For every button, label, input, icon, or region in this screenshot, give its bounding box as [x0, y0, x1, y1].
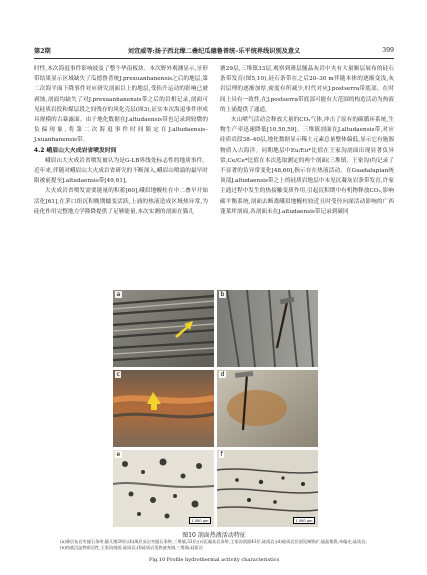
paragraph: 时性,本次海退事件影响波及了整个华南板块。本次野外观测显示,牙形带结果显示区域缺失了瓜德鲁普统J.prexuanhanensis之后的地层,第二次海平面下降事件对应研究剖面以上的地层,受抬升运动的影响已被剥蚀,剖面均缺失了对J.prexuanhanensis带之后的岩相记录,剖面可见硅质岩段和煤层段之间残存的风化壳层(图3),证实本次海退事件形成具规模的古暴露面。由于地化数据在J.altudaensis带也记录到较微的负偏现象,将第二次海退事件时间限定在J.altudaensis–J.xuanhanensis带。: [34, 66, 208, 144]
outcrop-photo: [113, 370, 214, 447]
text-columns: [34, 64, 394, 286]
panel-label: f: [220, 451, 223, 458]
photo-panel-c: [113, 370, 214, 447]
paragraph: 大火成岩省喷发需要能量的积蓄[60],峨眉地幔柱在中二叠早开始活化[61],在茅口组沉积晚期蠕变活跃,上涌的热液造成区域热异常,为硅化作用完整地力学隆降提供了足够能量,本次实测的剖面在猫儿: [34, 188, 208, 215]
scale-bar: 1 000 μm: [293, 517, 315, 524]
panel-label: a: [116, 291, 121, 298]
micrograph-photo: [113, 450, 214, 527]
photo-panel-b: [217, 290, 318, 367]
outcrop-photo: [217, 370, 318, 447]
header-rule: [34, 58, 394, 59]
photo-panel-f: [217, 450, 318, 527]
photo-panel-e: [113, 450, 214, 527]
panel-label: b: [220, 291, 225, 298]
figure-note-cn: (a)薄层灰岩夹燧石条带,猫儿塘29层;(b)薄层灰岩夹燧石条带,三堆镇,33层;(c)沉凝灰岩条带,王家沟剖面43层,硅质岩;(d)硅质岩层面见褐铁矿,燧晶集簇,单偏光,硅质岩;(e)热液沉淀物质岩性,王家沟剖面,硅质岩;(f)硅质岩见热液充填,三堆镇,硅质岩: [60, 539, 367, 550]
paragraph: 火山喷气活动会释放大量的CO₂气体,冲击了原有的碳循环系统,生物生产率迅速降低[10,50,59]。三堆镇剖面在J.altudaensis带,对应硅质岩段38–40层,地化数据显示稀土元素总量整体偏低,显示它有施源物质入古海洋。同期地层中Eu/Eu*比值在王家沟剖面出现显著负异常,Ce/Ce*比值在本次选取测定的两个剖面(三堆镇、王家沟)均记录了不显著的负异常变化[48,60],指示存在热液活动。在Guadalupian统顶部J.altudaensis带之上的硅质岩地层中未见沉凝灰岩条带发育,许家主通过程中发生的热接触变质作用,引起沉积期中有机物释放CO₂,影响碳平衡系统,剖面去断离峨眉地幔柱较近且时受径向深活动影响的广西蓬莱坪剖面,各剖面未在J.altudaensis带记录到碳同: [220, 117, 394, 215]
scale-bar: 1 000 μm: [189, 517, 211, 524]
right-column: [220, 64, 394, 286]
paragraph: 塘29层,三堆镇33层,观察到薄层燧晶灰岩中夹有大量顺层展布的硅石条带发育(图5,10),硅石条带在之后20–30 m伴随本体的逐渐变浅,灰岩层理的逐渐加厚,密度有所减少,时代对应J.postserra带底部。在时间上具有一致性,在J.postserra带底部可能有大范围的构造活动为热液的上涌提供了通道。: [220, 66, 394, 113]
outcrop-photo: [113, 290, 214, 367]
photo-panel-a: [113, 290, 214, 367]
panel-label: e: [116, 451, 121, 458]
running-header: [34, 44, 394, 56]
panel-label: d: [220, 371, 225, 378]
running-title: 刘宜威等:扬子西北缘二叠纪瓜德鲁普统–乐平统界线识别及意义: [127, 47, 301, 55]
figure-caption-cn: 图10 剖面热液活动特征: [182, 532, 246, 539]
figure-caption-en: Fig.10 Profile hydrothermal activity characteristics: [148, 557, 280, 563]
issue-label: 第2期: [34, 47, 51, 55]
outcrop-photo: [217, 290, 318, 367]
micrograph-photo: [217, 450, 318, 527]
photo-panel-d: [217, 370, 318, 447]
paragraph: 峨眉山大火成岩省喷发被认为是G-LB界线处标志性的地质事件。近年来,伴随对峨眉山大火成岩省研究的不断深入,峨眉山喷溢的最早时限被前提至J.altudaensis带[49,61]。: [34, 157, 208, 185]
left-column: [34, 64, 208, 286]
figure-10: [113, 290, 318, 528]
section-heading: 4.2 峨眉山大火成岩省喷发时间: [34, 147, 117, 154]
panel-label: c: [116, 371, 120, 378]
page-number: 399: [382, 46, 394, 54]
